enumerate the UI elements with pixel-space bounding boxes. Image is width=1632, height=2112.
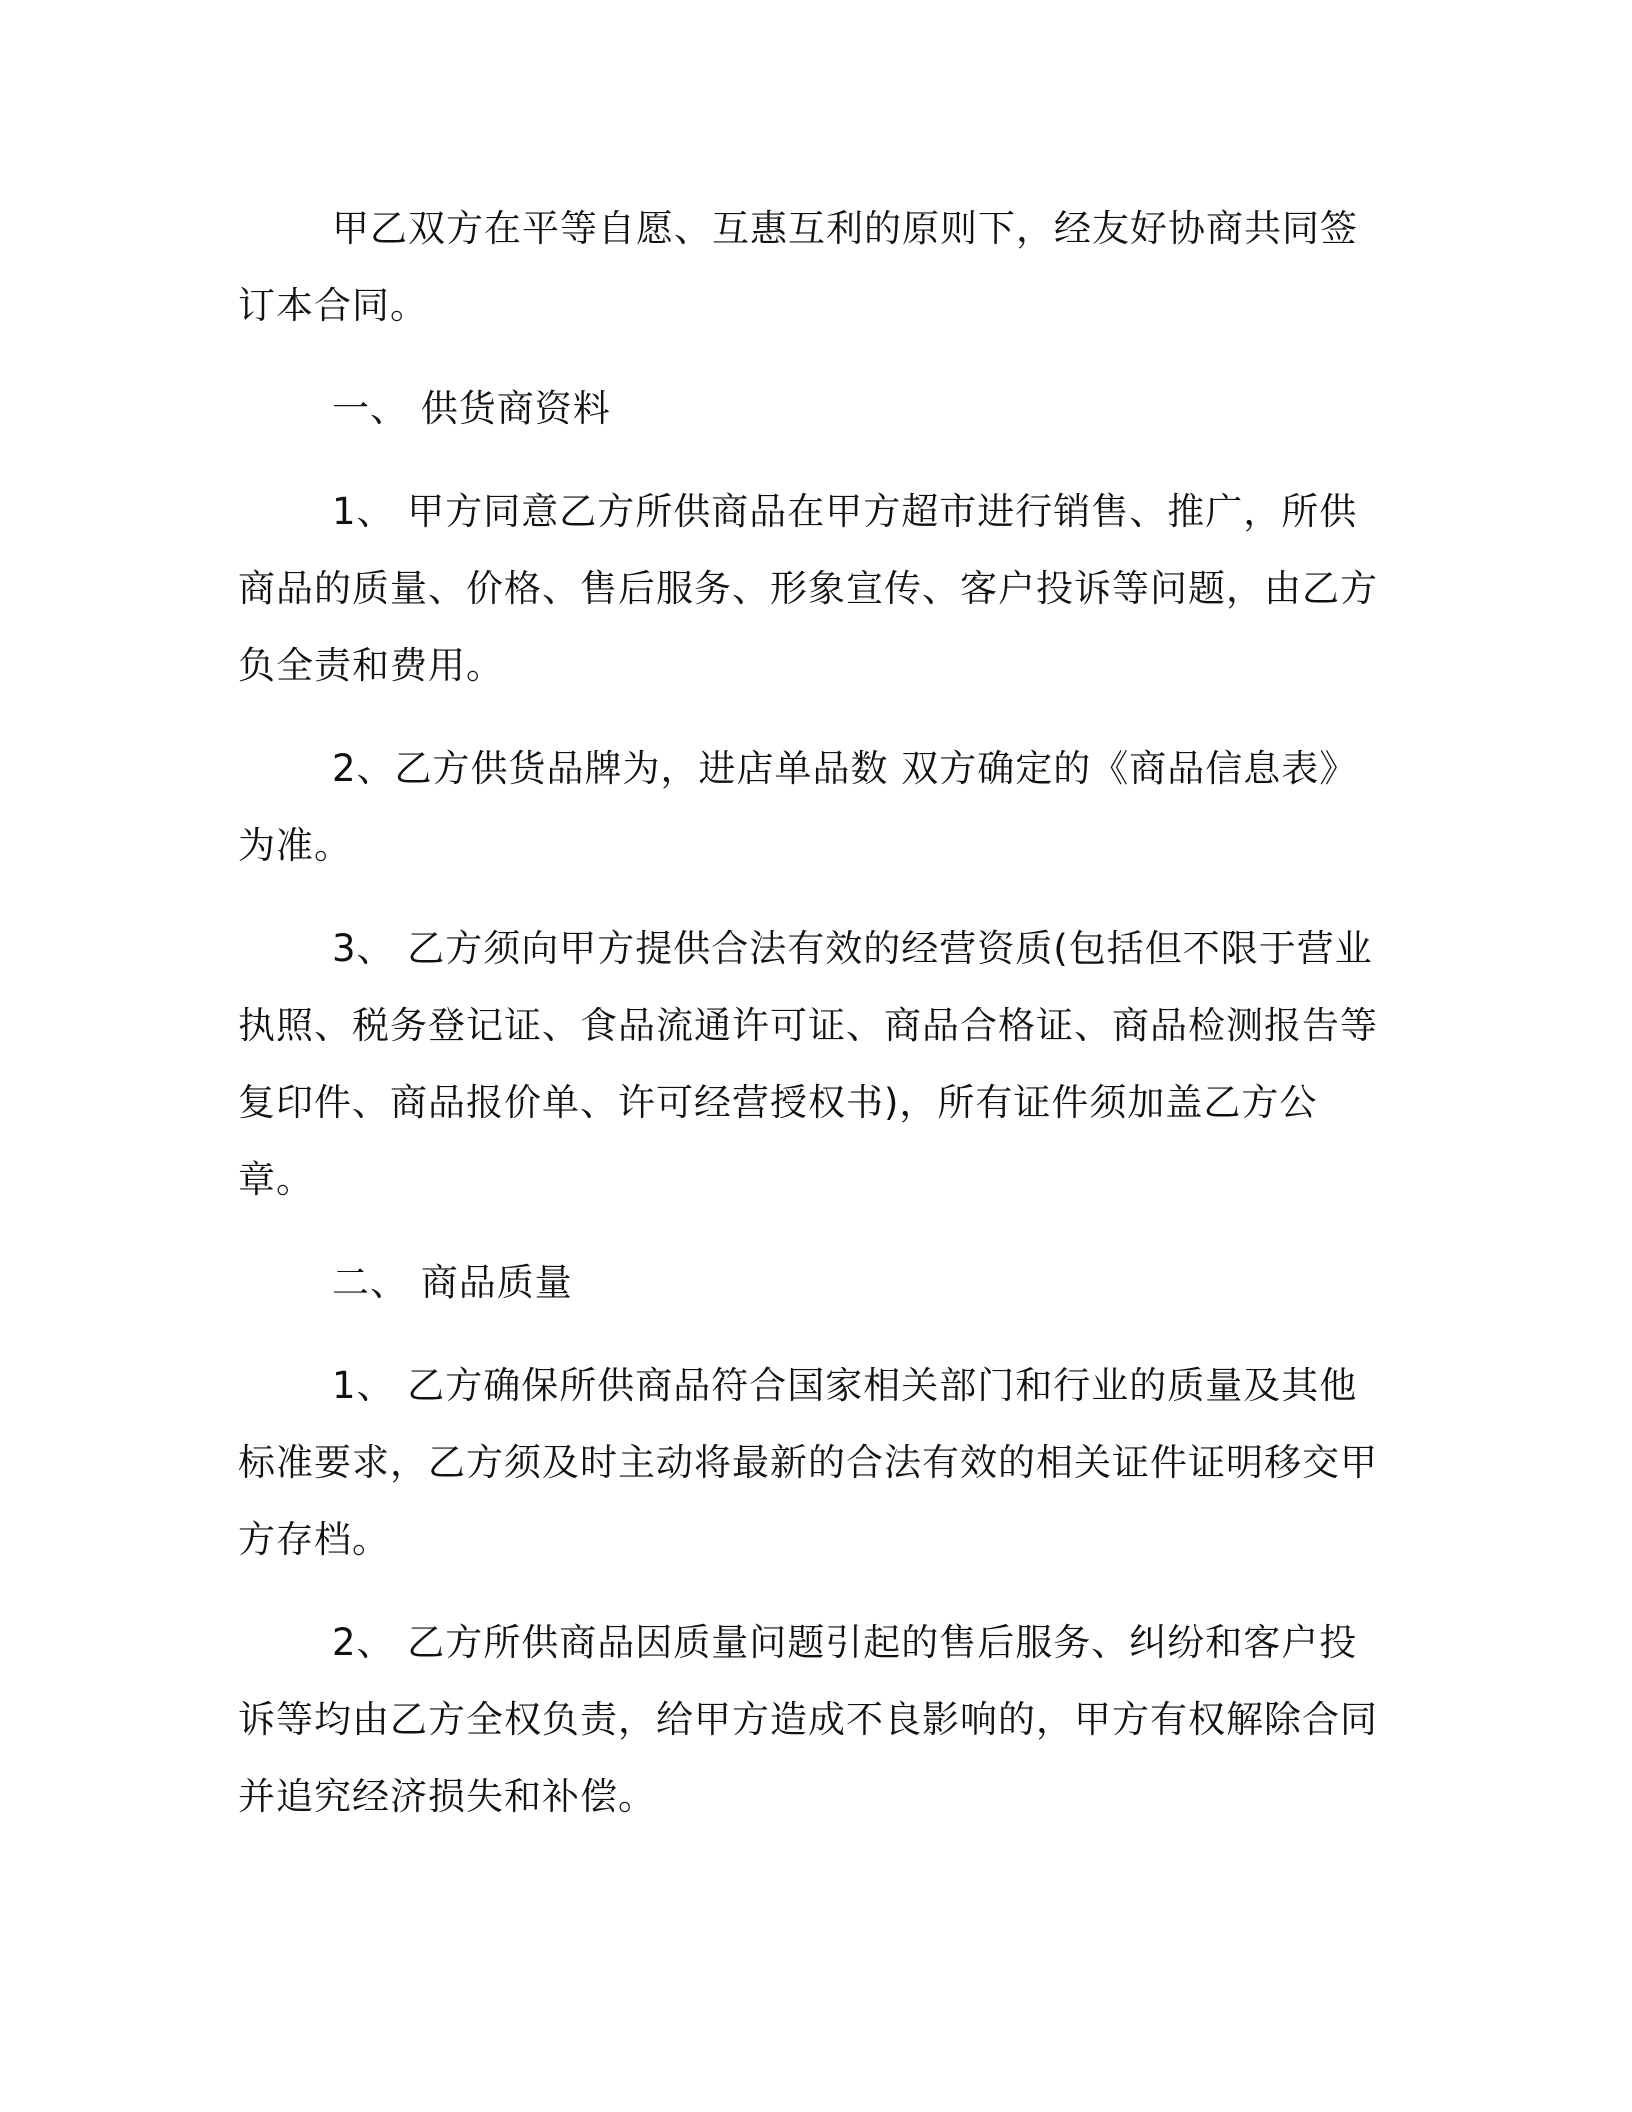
paragraph-gap — [238, 344, 1378, 370]
section-1-item-2: 2、乙方供货品牌为，进店单品数 双方确定的《商品信息表》为准。 — [238, 747, 1358, 867]
paragraph-gap — [238, 704, 1378, 730]
section-2-item-2: 2、 乙方所供商品因质量问题引起的售后服务、纠纷和客户投诉等均由乙方全权负责，给甲方造成不良影响的，甲方有权解除合同并追究经济损失和补偿。 — [238, 1621, 1378, 1818]
paragraph-gap — [238, 1321, 1378, 1347]
intro-paragraph: 甲乙双方在平等自愿、互惠互利的原则下，经友好协商共同签订本合同。 — [238, 207, 1358, 327]
section-2-item-1: 1、 乙方确保所供商品符合国家相关部门和行业的质量及其他标准要求，乙方须及时主动将最新的合法有效的相关证件证明移交甲方存档。 — [238, 1364, 1378, 1561]
document-body — [238, 190, 1378, 1835]
paragraph-gap — [238, 1218, 1378, 1244]
paragraph-gap — [238, 884, 1378, 910]
paragraph-gap — [238, 447, 1378, 473]
section-2-heading: 二、 商品质量 — [332, 1261, 573, 1304]
section-1-heading: 一、 供货商资料 — [332, 387, 611, 430]
section-1-item-3: 3、 乙方须向甲方提供合法有效的经营资质(包括但不限于营业执照、税务登记证、食品流通许可证、商品合格证、商品检测报告等复印件、商品报价单、许可经营授权书)，所有证件须加盖乙方公章。 — [238, 927, 1378, 1201]
section-1-item-1: 1、 甲方同意乙方所供商品在甲方超市进行销售、推广，所供商品的质量、价格、售后服务、形象宣传、客户投诉等问题，由乙方负全责和费用。 — [238, 490, 1378, 687]
paragraph-gap — [238, 1578, 1378, 1604]
